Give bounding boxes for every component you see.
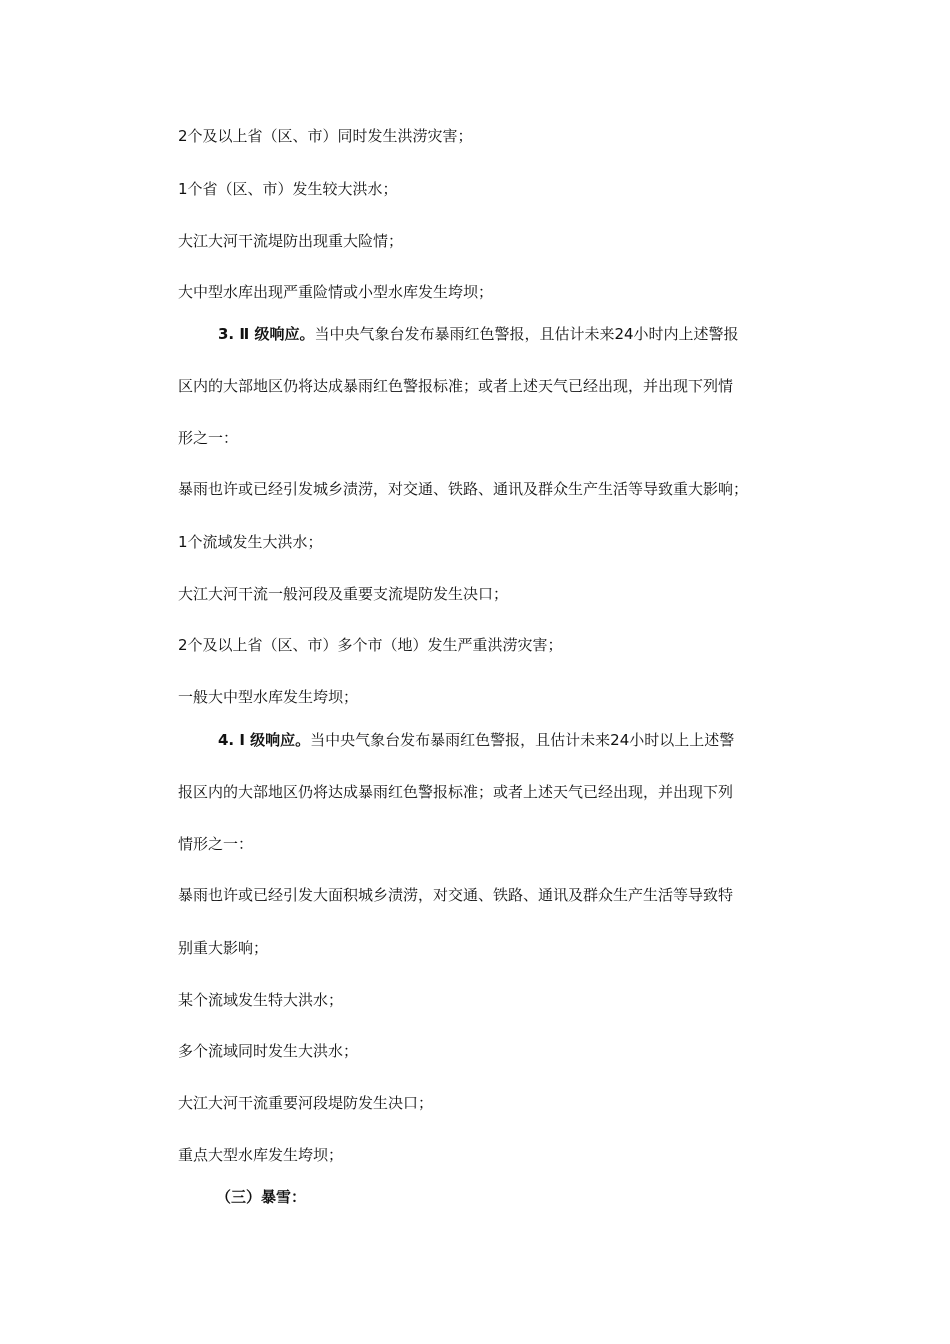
level1-paragraph-line1 (218, 730, 734, 750)
list-item: 大江大河干流堤防出现重大险情； (178, 232, 404, 250)
list-item: 2个及以上省（区、市）多个市（地）发生严重洪涝灾害； (178, 636, 563, 654)
list-item: 2个及以上省（区、市）同时发生洪涝灾害； (178, 127, 473, 145)
list-item: 重点大型水库发生垮坝； (178, 1146, 344, 1164)
list-item: 大江大河干流一般河段及重要支流堤防发生决口； (178, 585, 509, 603)
section-heading: （三）暴雪： (216, 1188, 307, 1206)
level2-text-line3: 形之一： (178, 429, 239, 447)
list-item: 一般大中型水库发生垮坝； (178, 688, 359, 706)
list-item: 大江大河干流重要河段堤防发生决口； (178, 1094, 434, 1112)
list-item: 暴雨也许或已经引发城乡渍涝，对交通、铁路、通讯及群众生产生活等导致重大影响； (178, 480, 749, 498)
list-item: 某个流域发生特大洪水； (178, 991, 344, 1009)
list-item: 1个省（区、市）发生较大洪水； (178, 180, 398, 198)
level1-text-line2: 报区内的大部地区仍将达成暴雨红色警报标准；或者上述天气已经出现，并出现下列 (178, 783, 734, 801)
list-item: 大中型水库出现严重险情或小型水库发生垮坝； (178, 283, 494, 301)
level1-label: 4. Ⅰ 级响应。 (218, 731, 311, 749)
level2-text-line2: 区内的大部地区仍将达成暴雨红色警报标准；或者上述天气已经出现，并出现下列情 (178, 377, 734, 395)
level1-text-line3: 情形之一： (178, 835, 254, 853)
list-item: 多个流域同时发生大洪水； (178, 1042, 359, 1060)
level2-label: 3. Ⅱ 级响应。 (218, 325, 315, 343)
list-item: 别重大影响； (178, 939, 269, 957)
list-item: 1个流域发生大洪水； (178, 533, 323, 551)
level2-paragraph-line1 (218, 324, 739, 344)
level2-text-line1: 当中央气象台发布暴雨红色警报，且估计未来24小时内上述警报 (314, 325, 739, 343)
list-item: 暴雨也许或已经引发大面积城乡渍涝，对交通、铁路、通讯及群众生产生活等导致特 (178, 886, 734, 904)
level1-text-line1: 当中央气象台发布暴雨红色警报，且估计未来24小时以上上述警 (310, 731, 735, 749)
